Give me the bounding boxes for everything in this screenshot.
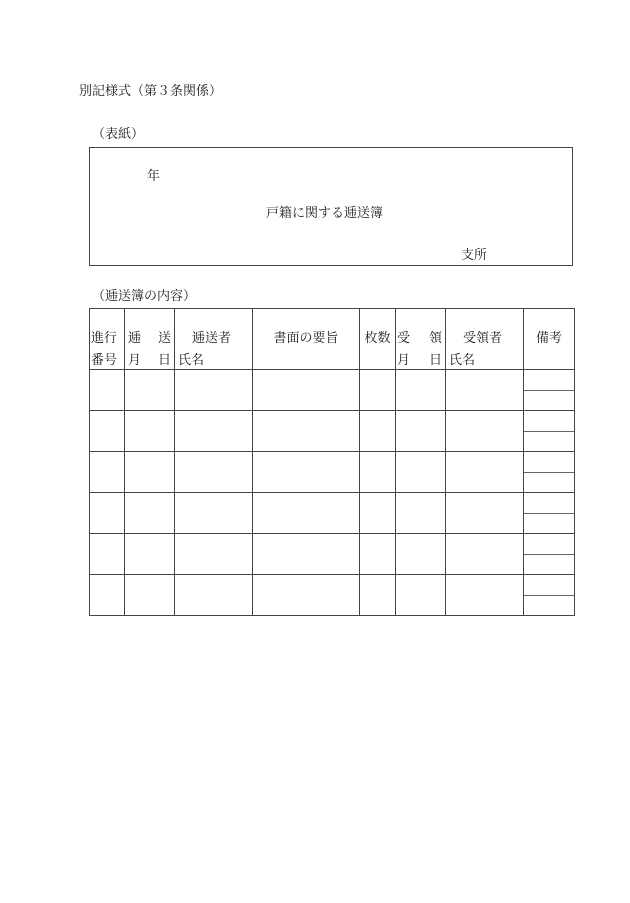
table-row bbox=[90, 452, 575, 493]
cell-receipt-date bbox=[396, 493, 446, 534]
col-send-date-day: 日 bbox=[157, 353, 171, 368]
cell-recipient-name bbox=[446, 493, 524, 534]
contents-label: （逓送簿の内容） bbox=[92, 289, 197, 304]
cell-sender-name bbox=[175, 575, 253, 616]
cell-remarks bbox=[524, 411, 575, 452]
col-progress-number bbox=[90, 309, 125, 370]
table-row bbox=[90, 370, 575, 411]
cell-summary bbox=[253, 493, 360, 534]
cell-pages bbox=[360, 575, 396, 616]
cover-title: 戸籍に関する逓送簿 bbox=[266, 206, 384, 221]
cell-remarks bbox=[524, 575, 575, 616]
cell-sender-name bbox=[175, 534, 253, 575]
col-receipt-date-month: 月 bbox=[397, 353, 411, 368]
cell-send-date bbox=[125, 534, 175, 575]
cover-year: 年 bbox=[147, 169, 161, 184]
table-row bbox=[90, 534, 575, 575]
cell-progress-number bbox=[90, 452, 125, 493]
cell-pages bbox=[360, 493, 396, 534]
cell-progress-number bbox=[90, 575, 125, 616]
table-row bbox=[90, 575, 575, 616]
cell-receipt-date bbox=[396, 411, 446, 452]
col-summary bbox=[253, 309, 360, 370]
col-recipient-name bbox=[446, 309, 524, 370]
cell-summary bbox=[253, 411, 360, 452]
cell-progress-number bbox=[90, 411, 125, 452]
cell-pages bbox=[360, 452, 396, 493]
col-summary-label: 書面の要旨 bbox=[273, 331, 339, 346]
remarks-divider bbox=[524, 390, 574, 391]
cell-send-date bbox=[125, 575, 175, 616]
cell-send-date bbox=[125, 452, 175, 493]
table-header-row bbox=[90, 309, 575, 370]
cell-pages bbox=[360, 411, 396, 452]
cell-recipient-name bbox=[446, 534, 524, 575]
cover-box bbox=[89, 147, 573, 266]
cell-remarks bbox=[524, 534, 575, 575]
col-send-date-line1b: 送 bbox=[157, 331, 171, 346]
cell-remarks bbox=[524, 493, 575, 534]
remarks-divider bbox=[524, 595, 574, 596]
cell-pages bbox=[360, 534, 396, 575]
cell-send-date bbox=[125, 411, 175, 452]
cell-progress-number bbox=[90, 493, 125, 534]
table-row bbox=[90, 493, 575, 534]
col-recipient-name-line2: 氏名 bbox=[449, 353, 476, 368]
col-send-date bbox=[125, 309, 175, 370]
cell-progress-number bbox=[90, 370, 125, 411]
col-receipt-date-day: 日 bbox=[428, 353, 442, 368]
remarks-divider bbox=[524, 431, 574, 432]
cell-recipient-name bbox=[446, 411, 524, 452]
cell-remarks bbox=[524, 370, 575, 411]
cell-receipt-date bbox=[396, 452, 446, 493]
col-receipt-date-line1b: 領 bbox=[428, 331, 442, 346]
cell-sender-name bbox=[175, 411, 253, 452]
cell-send-date bbox=[125, 370, 175, 411]
remarks-divider bbox=[524, 554, 574, 555]
cover-office: 支所 bbox=[461, 248, 488, 263]
col-remarks-label: 備考 bbox=[535, 331, 562, 346]
col-recipient-name-line1: 受領者 bbox=[463, 331, 503, 346]
col-progress-number-line1: 進行 bbox=[91, 331, 118, 346]
cell-summary bbox=[253, 370, 360, 411]
register-table bbox=[89, 308, 575, 616]
table-body bbox=[90, 370, 575, 616]
col-send-date-line1a: 逓 bbox=[128, 331, 142, 346]
cell-sender-name bbox=[175, 452, 253, 493]
cell-progress-number bbox=[90, 534, 125, 575]
col-remarks bbox=[524, 309, 575, 370]
cell-receipt-date bbox=[396, 534, 446, 575]
cell-send-date bbox=[125, 493, 175, 534]
cell-recipient-name bbox=[446, 452, 524, 493]
cell-receipt-date bbox=[396, 370, 446, 411]
cover-label: （表紙） bbox=[92, 127, 145, 142]
col-progress-number-line2: 番号 bbox=[91, 353, 118, 368]
remarks-divider bbox=[524, 513, 574, 514]
col-receipt-date bbox=[396, 309, 446, 370]
form-heading: 別記様式（第３条関係） bbox=[79, 84, 223, 99]
cell-summary bbox=[253, 575, 360, 616]
col-sender-name-line1: 逓送者 bbox=[192, 331, 232, 346]
remarks-divider bbox=[524, 472, 574, 473]
cell-recipient-name bbox=[446, 370, 524, 411]
cell-summary bbox=[253, 452, 360, 493]
col-pages bbox=[360, 309, 396, 370]
table-row bbox=[90, 411, 575, 452]
col-receipt-date-line1a: 受 bbox=[397, 331, 411, 346]
cell-sender-name bbox=[175, 370, 253, 411]
cell-receipt-date bbox=[396, 575, 446, 616]
cell-recipient-name bbox=[446, 575, 524, 616]
cell-remarks bbox=[524, 452, 575, 493]
col-pages-label: 枚数 bbox=[364, 331, 391, 346]
cell-pages bbox=[360, 370, 396, 411]
cell-sender-name bbox=[175, 493, 253, 534]
col-sender-name bbox=[175, 309, 253, 370]
cell-summary bbox=[253, 534, 360, 575]
col-send-date-month: 月 bbox=[128, 353, 142, 368]
col-sender-name-line2: 氏名 bbox=[178, 353, 205, 368]
